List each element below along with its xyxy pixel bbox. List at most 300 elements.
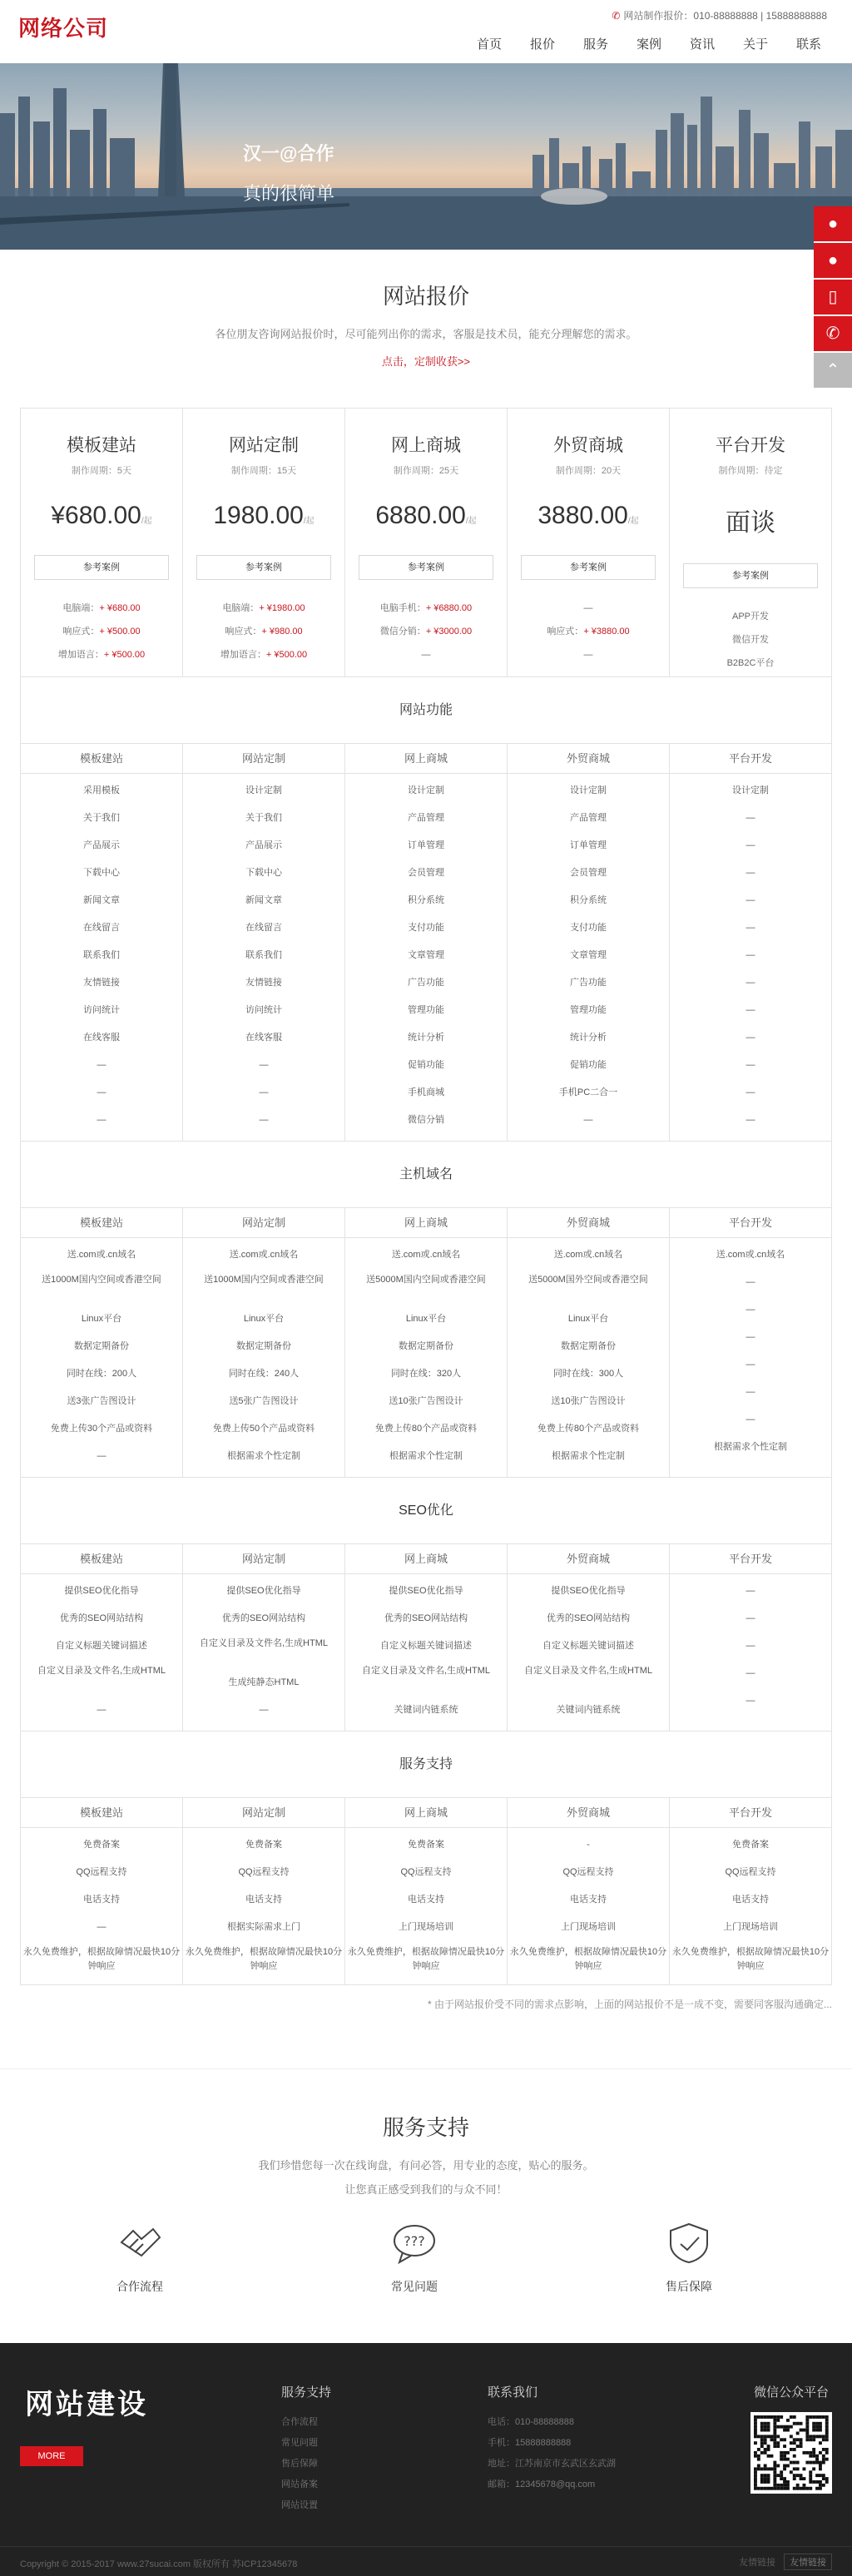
feature-cell: 免费备案: [83, 1840, 120, 1850]
plan-extra-price: + ¥980.00: [261, 627, 303, 637]
plan-name: 外贸商城: [553, 436, 623, 455]
feature-column: [21, 774, 183, 1141]
feature-cell: 送10张广告图设计: [389, 1396, 463, 1406]
column-header: 平台开发: [670, 744, 831, 774]
plan-price-unit: /起: [303, 517, 315, 526]
feature-column: [21, 1238, 183, 1477]
site-header: [0, 0, 852, 63]
feature-cell: 根据实际需求上门: [227, 1922, 300, 1932]
feature-cell: 根据需求个性定制: [389, 1451, 463, 1461]
feature-cell: 优秀的SEO网站结构: [546, 1613, 631, 1623]
plan-price: [670, 502, 831, 538]
feature-cell: 电话支持: [408, 1895, 444, 1905]
plan-price-value: 1980.00: [213, 502, 304, 529]
feature-group: [21, 676, 831, 1141]
feature-cell: —: [259, 1705, 269, 1715]
plan-extra-item: [183, 643, 344, 666]
feature-column: [345, 1828, 508, 1984]
feature-cell: 订单管理: [570, 840, 607, 850]
feature-cell: 上门现场培训: [399, 1922, 453, 1932]
svg-text:???: ???: [404, 2233, 425, 2249]
feature-cell: —: [97, 1451, 106, 1461]
plan-extra-item: [670, 628, 831, 651]
feature-group-title: 网站功能: [21, 677, 831, 744]
feature-cell: 自定义标题关键词描述: [542, 1641, 634, 1651]
plan-extra-label: 微信开发: [732, 635, 769, 645]
plan-extra-label: —: [421, 650, 431, 660]
plan-price-unit: /起: [141, 517, 152, 526]
feature-cell: 在线客服: [245, 1033, 282, 1043]
feature-cell: —: [746, 895, 755, 905]
plan-extra-label: 响应式：: [547, 627, 584, 637]
qq-icon[interactable]: ●: [814, 243, 852, 280]
feature-cell: 积分系统: [570, 895, 607, 905]
plan-extras: [21, 597, 182, 666]
feature-cell: —: [746, 1641, 755, 1651]
feature-column: [183, 774, 345, 1141]
feature-cell: —: [746, 1005, 755, 1015]
feature-cell: QQ远程支持: [238, 1867, 290, 1877]
footer-contact-phone: 电话：010-88888888: [488, 2417, 574, 2427]
feature-cell: 电话支持: [83, 1895, 120, 1905]
plan-name: 平台开发: [716, 436, 785, 455]
feature-column: [183, 1238, 345, 1477]
column-header: 平台开发: [670, 1544, 831, 1574]
feature-cell: QQ远程支持: [400, 1867, 452, 1877]
service-item-label: 常见问题: [391, 2280, 438, 2293]
feature-cell: 访问统计: [83, 1005, 120, 1015]
feature-cell: 送.com或.cn域名: [67, 1250, 136, 1260]
feature-cell: -: [587, 1840, 590, 1850]
feature-cell: 提供SEO优化指导: [64, 1586, 139, 1596]
feature-cell: 统计分析: [408, 1033, 444, 1043]
feature-cell: —: [746, 1277, 755, 1287]
feature-group-body: [21, 1238, 831, 1477]
feature-column: [508, 1828, 670, 1984]
plan-name: 网站定制: [229, 436, 299, 455]
feature-cell: 关于我们: [83, 813, 120, 823]
column-header: 外贸商城: [508, 1208, 670, 1238]
footer-links-select[interactable]: 友情链接: [784, 2554, 832, 2570]
column-header: 网站定制: [183, 1544, 345, 1574]
feature-cell: 同时在线：300人: [552, 1369, 624, 1379]
phone-icon: ✆: [612, 10, 621, 22]
plan-extra-item: [508, 643, 669, 666]
plan-price: [345, 502, 507, 530]
plan-price-value: 3880.00: [537, 502, 628, 529]
plan-extras: [183, 597, 344, 666]
feature-cell: 免费上传50个产品或资料: [212, 1424, 315, 1434]
feature-group: [21, 1731, 831, 1984]
feature-cell: 产品展示: [83, 840, 120, 850]
feature-column: [508, 774, 670, 1141]
plan-card: [183, 409, 345, 676]
plan-cycle: 制作周期：20天: [555, 466, 622, 476]
footer-contact-column: [488, 2383, 616, 2495]
feature-cell: 关键词内链系统: [556, 1705, 621, 1715]
feature-group-header: [21, 1208, 831, 1238]
footer-logo: 网站建设: [25, 2388, 148, 2421]
column-header: 外贸商城: [508, 744, 670, 774]
feature-cell: 送5000M国内空间或香港空间: [366, 1275, 486, 1285]
plan-extra-item: [21, 620, 182, 643]
feature-column: [670, 774, 831, 1141]
feature-cell: 关键词内链系统: [394, 1705, 458, 1715]
feature-cell: 文章管理: [570, 950, 607, 960]
feature-cell: 永久免费维护，根据故障情况最快10分钟响应: [185, 1947, 343, 1971]
feature-cell: 会员管理: [408, 868, 444, 878]
footer-support-link[interactable]: 售后保障: [281, 2459, 318, 2469]
feature-cell: 统计分析: [570, 1033, 607, 1043]
city-skyline-illustration: [0, 63, 852, 250]
feature-cell: 联系我们: [245, 950, 282, 960]
feature-cell: —: [746, 1586, 755, 1596]
footer-support-column: [281, 2383, 331, 2516]
plan-price-value: 面谈: [726, 509, 775, 537]
feature-cell: —: [746, 923, 755, 933]
feature-cell: 手机商城: [408, 1087, 444, 1097]
feature-group-header: [21, 744, 831, 774]
plan-cycle: 制作周期：15天: [230, 466, 297, 476]
feature-cell: —: [746, 1414, 755, 1424]
feature-group-body: [21, 1828, 831, 1984]
feature-cell: 上门现场培训: [723, 1922, 778, 1932]
shield-check-icon: [666, 2222, 712, 2264]
service-item-aftersales[interactable]: [622, 2222, 755, 2295]
feature-cell: 在线留言: [83, 923, 120, 933]
feature-column: [21, 1828, 183, 1984]
footer-contact-mobile: 手机：15888888888: [488, 2438, 572, 2448]
qq-icon[interactable]: ●: [814, 206, 852, 243]
feature-cell: 永久免费维护，根据故障情况最快10分钟响应: [347, 1947, 505, 1971]
nav-home[interactable]: 首页: [476, 37, 502, 52]
plan-extra-price: + ¥680.00: [99, 603, 141, 613]
feature-cell: 下载中心: [245, 868, 282, 878]
reference-cases-button[interactable]: 参考案例: [683, 563, 818, 588]
plan-extras: [508, 597, 669, 666]
feature-cell: —: [746, 1033, 755, 1043]
service-desc-line2: 让您真正感受到我们的与众不同！: [344, 2183, 508, 2196]
footer-contact-title: 联系我们: [488, 2385, 538, 2400]
pricing-desc: 各位朋友咨询网站报价时，尽可能列出你的需求，客服是技术员，能充分理解您的需求。: [215, 328, 637, 340]
footer-support-link[interactable]: 网站设置: [281, 2500, 318, 2510]
plan-price-value: ¥680.00: [51, 502, 141, 529]
feature-cell: 免费上传80个产品或资料: [537, 1424, 640, 1434]
plan-cycle: 制作周期：25天: [393, 466, 459, 476]
feature-cell: 下载中心: [83, 868, 120, 878]
feature-cell: 送3张广告图设计: [67, 1396, 136, 1406]
feature-column: [670, 1574, 831, 1731]
feature-cell: 会员管理: [570, 868, 607, 878]
feature-cell: —: [746, 813, 755, 823]
plan-extra-label: 微信分销：: [379, 627, 426, 637]
plan-extra-price: + ¥500.00: [265, 650, 308, 660]
footer-copyright: Copyright © 2015-2017 www.27sucai.com 版权所有 苏ICP12345678: [20, 2559, 298, 2569]
feature-cell: 根据需求个性定制: [714, 1442, 787, 1452]
column-header: 网上商城: [345, 1208, 508, 1238]
feature-cell: 送5张广告图设计: [229, 1396, 299, 1406]
feature-cell: —: [746, 950, 755, 960]
feature-cell: —: [746, 1360, 755, 1370]
feature-column: [670, 1828, 831, 1984]
feature-cell: 同时在线：320人: [390, 1369, 462, 1379]
feature-cell: —: [746, 1613, 755, 1623]
feature-cell: 访问统计: [245, 1005, 282, 1015]
feature-cell: 同时在线：240人: [228, 1369, 300, 1379]
feature-cell: —: [746, 1087, 755, 1097]
banner-subheadline: 真的很简单: [243, 183, 335, 204]
feature-cell: 广告功能: [408, 978, 444, 988]
feature-cell: —: [97, 1060, 106, 1070]
plan-extra-price: + ¥6880.00: [425, 603, 473, 613]
feature-column: [670, 1238, 831, 1477]
service-desc-line1: 我们珍惜您每一次在线询盘，有问必答，用专业的态度，贴心的服务。: [258, 2159, 594, 2172]
service-item-label: 合作流程: [116, 2280, 163, 2293]
plan-extra-price: + ¥3880.00: [583, 627, 630, 637]
feature-cell: —: [97, 1705, 106, 1715]
plan-extra-label: B2B2C平台: [726, 658, 775, 668]
plan-extra-item: [508, 620, 669, 643]
plan-extra-item: [670, 651, 831, 675]
feature-cell: 免费上传30个产品或资料: [50, 1424, 153, 1434]
feature-column: [508, 1238, 670, 1477]
feature-cell: 自定义目录及文件名,生成HTML: [37, 1666, 166, 1676]
phone-icon[interactable]: ✆: [814, 316, 852, 353]
column-header: 模板建站: [21, 744, 183, 774]
feature-cell: 送.com或.cn域名: [391, 1250, 461, 1260]
pricing-cta-link[interactable]: 点击，定制收获>>: [381, 355, 471, 368]
column-header: 外贸商城: [508, 1798, 670, 1828]
feature-cell: 电话支持: [732, 1895, 769, 1905]
feature-cell: 提供SEO优化指导: [389, 1586, 463, 1596]
feature-cell: 永久免费维护，根据故障情况最快10分钟响应: [509, 1947, 667, 1971]
column-header: 模板建站: [21, 1544, 183, 1574]
plan-extra-item: [183, 620, 344, 643]
nav-pricing[interactable]: 报价: [529, 37, 555, 52]
feature-group: [21, 1477, 831, 1731]
feature-column: [183, 1828, 345, 1984]
reference-cases-button[interactable]: 参考案例: [521, 555, 656, 580]
feature-cell: 送1000M国内空间或香港空间: [42, 1275, 161, 1285]
service-item-faq[interactable]: [348, 2222, 481, 2295]
plan-card: [21, 409, 183, 676]
plan-extra-item: [345, 620, 507, 643]
feature-cell: QQ远程支持: [76, 1867, 127, 1877]
feature-cell: 根据需求个性定制: [227, 1451, 300, 1461]
feature-column: [508, 1574, 670, 1731]
feature-cell: Linux平台: [81, 1314, 122, 1324]
feature-cell: 免费备案: [408, 1840, 444, 1850]
plan-extra-item: [183, 597, 344, 620]
feature-cell: —: [746, 868, 755, 878]
feature-column: [21, 1574, 183, 1731]
plan-name: 模板建站: [67, 436, 136, 455]
feature-cell: —: [746, 1115, 755, 1125]
feature-cell: 永久免费维护，根据故障情况最快10分钟响应: [22, 1947, 181, 1971]
feature-column: [345, 1574, 508, 1731]
column-header: 网上商城: [345, 1544, 508, 1574]
plan-extra-label: 电脑手机：: [379, 603, 426, 613]
feature-cell: 同时在线：200人: [66, 1369, 137, 1379]
feature-cell: 联系我们: [83, 950, 120, 960]
footer-support-link[interactable]: 常见问题: [281, 2438, 318, 2448]
site-logo[interactable]: 网络公司: [18, 17, 109, 42]
plan-extra-item: [508, 597, 669, 620]
plan-price: [183, 502, 344, 530]
feature-cell: —: [97, 1922, 106, 1932]
plan-card: [508, 409, 670, 676]
reference-cases-button[interactable]: 参考案例: [359, 555, 493, 580]
footer-support-link[interactable]: 网站备案: [281, 2479, 318, 2489]
feature-cell: 提供SEO优化指导: [226, 1586, 301, 1596]
reference-cases-button[interactable]: 参考案例: [34, 555, 169, 580]
feature-cell: 促销功能: [408, 1060, 444, 1070]
feature-cell: 在线留言: [245, 923, 282, 933]
feature-cell: Linux平台: [405, 1314, 447, 1324]
feature-cell: 友情链接: [83, 978, 120, 988]
pricing-note: * 由于网站报价受不同的需求点影响，上面的网站报价不是一成不变，需要同客服沟通确定...: [427, 1999, 832, 2010]
plan-extra-label: 增加语言：: [220, 650, 266, 660]
back-to-top-icon[interactable]: ⌃: [814, 353, 852, 389]
plan-extra-item: [21, 597, 182, 620]
hotline-text: 网站制作报价：010-88888888 | 15888888888: [623, 10, 827, 22]
mobile-icon[interactable]: ▯: [814, 280, 852, 316]
feature-cell: 积分系统: [408, 895, 444, 905]
feature-cell: 优秀的SEO网站结构: [59, 1613, 144, 1623]
nav-news[interactable]: 资讯: [689, 37, 715, 52]
service-section: [0, 2068, 852, 2343]
feature-column: [345, 774, 508, 1141]
column-header: 模板建站: [21, 1798, 183, 1828]
feature-cell: Linux平台: [243, 1314, 285, 1324]
column-header: 网站定制: [183, 1208, 345, 1238]
feature-cell: 友情链接: [245, 978, 282, 988]
feature-cell: 自定义标题关键词描述: [56, 1641, 147, 1651]
plan-cycle: 制作周期：5天: [71, 466, 132, 476]
footer-wechat: [750, 2383, 832, 2496]
plan-extras: [670, 605, 831, 675]
feature-cell: 免费备案: [732, 1840, 769, 1850]
plan-extra-label: APP开发: [731, 612, 769, 622]
feature-cell: —: [746, 1696, 755, 1706]
feature-cell: —: [746, 1060, 755, 1070]
footer-support-link[interactable]: 合作流程: [281, 2417, 318, 2427]
column-header: 平台开发: [670, 1208, 831, 1238]
feature-cell: —: [746, 978, 755, 988]
feature-cell: 广告功能: [570, 978, 607, 988]
nav-cases[interactable]: 案例: [636, 37, 661, 52]
plan-price-value: 6880.00: [375, 502, 466, 529]
service-item-process[interactable]: [73, 2222, 206, 2295]
footer-support-title: 服务支持: [281, 2385, 332, 2400]
column-header: 网上商城: [345, 1798, 508, 1828]
feature-cell: 电话支持: [570, 1895, 607, 1905]
site-footer: [0, 2343, 852, 2576]
feature-cell: —: [583, 1115, 593, 1125]
plan-extra-price: + ¥500.00: [103, 650, 146, 660]
pricing-table: [20, 408, 832, 1985]
feature-cell: 设计定制: [732, 785, 769, 795]
nav-services[interactable]: 服务: [582, 37, 608, 52]
handshake-icon: [116, 2222, 163, 2264]
feature-cell: 上门现场培训: [561, 1922, 616, 1932]
banner-headline: 汉一@合作: [243, 143, 334, 164]
feature-cell: 支付功能: [570, 923, 607, 933]
feature-cell: 优秀的SEO网站结构: [384, 1613, 468, 1623]
feature-cell: 自定义目录及文件名,生成HTML: [200, 1638, 328, 1648]
hero-banner: [0, 63, 852, 250]
column-header: 平台开发: [670, 1798, 831, 1828]
plan-row: [21, 409, 831, 676]
feature-cell: 自定义目录及文件名,生成HTML: [524, 1666, 652, 1676]
feature-cell: 产品管理: [408, 813, 444, 823]
plan-price: [508, 502, 669, 530]
plan-price: [21, 502, 182, 530]
feature-cell: 促销功能: [570, 1060, 607, 1070]
feature-cell: 送.com或.cn域名: [716, 1250, 785, 1260]
feature-cell: 管理功能: [408, 1005, 444, 1015]
column-header: 网站定制: [183, 1798, 345, 1828]
footer-wechat-title: 微信公众平台: [753, 2385, 829, 2400]
feature-cell: —: [259, 1060, 269, 1070]
pricing-title: 网站报价: [382, 284, 469, 309]
feature-cell: 支付功能: [408, 923, 444, 933]
feature-cell: 数据定期备份: [399, 1341, 453, 1351]
feature-cell: 自定义目录及文件名,生成HTML: [362, 1666, 490, 1676]
reference-cases-button[interactable]: 参考案例: [196, 555, 331, 580]
feature-group-body: [21, 1574, 831, 1731]
plan-extra-item: [670, 605, 831, 628]
feature-cell: 数据定期备份: [561, 1341, 616, 1351]
feature-cell: 微信分销: [408, 1115, 444, 1125]
service-item-label: 售后保障: [666, 2280, 712, 2293]
plan-price-unit: /起: [627, 517, 639, 526]
plan-extra-label: —: [583, 603, 593, 613]
feature-cell: 新闻文章: [83, 895, 120, 905]
plan-extra-price: + ¥500.00: [99, 627, 141, 637]
feature-cell: —: [97, 1087, 106, 1097]
feature-group-header: [21, 1544, 831, 1574]
nav-about[interactable]: 关于: [742, 37, 768, 52]
service-title: 服务支持: [382, 2115, 469, 2140]
feature-cell: —: [259, 1087, 269, 1097]
plan-extra-label: 响应式：: [62, 627, 100, 637]
feature-cell: 关于我们: [245, 813, 282, 823]
feature-group-title: SEO优化: [21, 1478, 831, 1544]
feature-cell: 免费备案: [245, 1840, 282, 1850]
footer-more-button[interactable]: MORE: [20, 2446, 83, 2466]
feature-cell: 送.com或.cn域名: [553, 1250, 623, 1260]
feature-column: [345, 1238, 508, 1477]
feature-cell: 设计定制: [570, 785, 607, 795]
column-header: 网上商城: [345, 744, 508, 774]
plan-name: 网上商城: [391, 436, 461, 455]
column-header: 外贸商城: [508, 1544, 670, 1574]
feature-cell: —: [746, 1668, 755, 1678]
plan-cycle: 制作周期：待定: [718, 466, 783, 476]
hotline: [612, 8, 827, 22]
plan-extra-label: —: [583, 650, 593, 660]
feature-cell: 数据定期备份: [74, 1341, 129, 1351]
feature-group-header: [21, 1798, 831, 1828]
nav-contact[interactable]: 联系: [795, 37, 821, 52]
plan-card: [345, 409, 508, 676]
column-header: 模板建站: [21, 1208, 183, 1238]
feature-cell: 生成纯静态HTML: [228, 1677, 300, 1687]
question-bubble-icon: [391, 2222, 438, 2264]
footer-bottom-bar: [0, 2546, 852, 2576]
feature-cell: 订单管理: [408, 840, 444, 850]
